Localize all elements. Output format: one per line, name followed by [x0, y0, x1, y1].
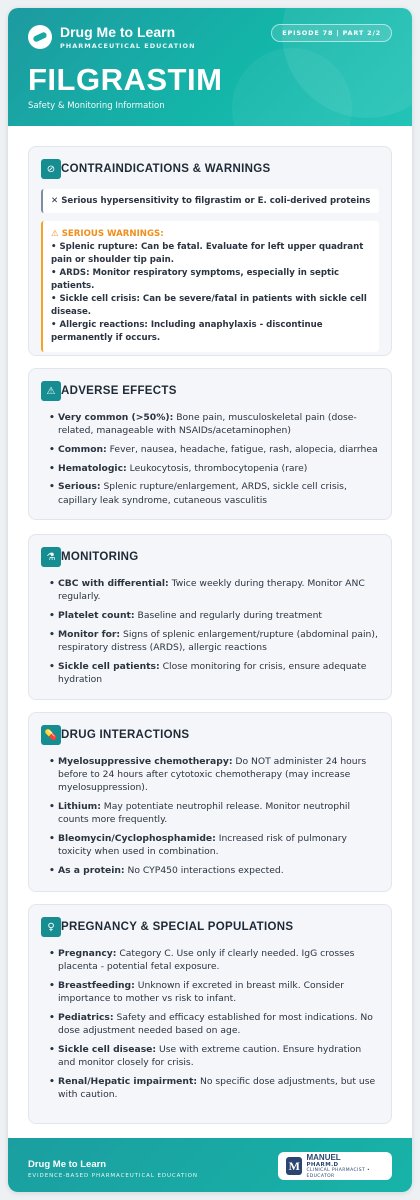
list-item: • Renal/Hepatic impairment: No specific dose adjustments, but use with caution. [49, 1075, 379, 1101]
page-subtitle: Safety & Monitoring Information [28, 101, 165, 111]
header-banner [8, 8, 412, 126]
warning-item: • ARDS: Monitor respiratory symptoms, especially in septic patients. [51, 268, 340, 291]
episode-badge: EPISODE 78 | PART 2/2 [271, 24, 392, 42]
author-logo-icon: M [286, 1157, 302, 1175]
section-title: MONITORING [61, 551, 139, 563]
footer-brand-name: Drug Me to Learn [28, 1159, 107, 1170]
list-item: • Lithium: May potentiate neutrophil release. Monitor neutrophil counts more frequently. [49, 800, 379, 826]
contraindications-section [28, 146, 392, 356]
list-item: • Pregnancy: Category C. Use only if clearly needed. IgG crosses placenta - potential fetal exposure. [49, 947, 379, 973]
adverse-effects-section [28, 368, 392, 520]
page-title: FILGRASTIM [28, 62, 223, 97]
author-badge [278, 1152, 392, 1180]
warning-item: • Allergic reactions: Including anaphylaxis - discontinue permanently if occurs. [51, 320, 323, 343]
list-item: • Very common (>50%): Bone pain, musculoskeletal pain (dose-related, manageable with NSAIDs/acetaminophen) [49, 411, 379, 437]
list-item: • Myelosuppressive chemotherapy: Do NOT administer 24 hours before to 24 hours after cytotoxic chemotherapy (may increase myelosuppression). [49, 755, 379, 795]
list-item: • Common: Fever, nausea, headache, fatigue, rash, alopecia, diarrhea [49, 443, 379, 456]
footer [8, 1138, 412, 1192]
author-credentials: CLINICAL PHARMACIST • EDUCATOR [306, 1167, 371, 1179]
drug-interactions-section [28, 712, 392, 892]
list-item: • Serious: Splenic rupture/enlargement, ARDS, sickle cell crisis, capillary leak syndrome, cutaneous vasculitis [49, 480, 379, 506]
microscope-icon: ⚗ [41, 547, 61, 567]
footer-tagline: EVIDENCE-BASED PHARMACEUTICAL EDUCATION [28, 1173, 198, 1179]
pills-icon: 💊 [41, 725, 61, 745]
list-item: • Bleomycin/Cyclophosphamide: Increased risk of pulmonary toxicity when used in combination. [49, 832, 379, 858]
list-item: • Hematologic: Leukocytosis, thrombocytopenia (rare) [49, 462, 379, 475]
brand [28, 24, 196, 50]
list-item: • As a protein: No CYP450 interactions expected. [49, 864, 379, 877]
pregnancy-section [28, 904, 392, 1124]
brand-subtitle: PHARMACEUTICAL EDUCATION [60, 42, 196, 50]
list-item: • CBC with differential: Twice weekly during therapy. Monitor ANC regularly. [49, 577, 379, 603]
list-item: • Sickle cell disease: Use with extreme caution. Ensure hydration and monitor closely for crisis. [49, 1043, 379, 1069]
serious-warnings-box [41, 221, 379, 352]
list-item: • Breastfeeding: Unknown if excreted in breast milk. Consider importance to mother vs risk to infant. [49, 979, 379, 1005]
list-item: • Sickle cell patients: Close monitoring for crisis, ensure adequate hydration [49, 660, 379, 686]
pill-logo-icon [28, 25, 52, 49]
list-item: • Monitor for: Signs of splenic enlargement/rupture (abdominal pain), respiratory distress (ARDS), allergic reactions [49, 628, 379, 654]
section-title: ADVERSE EFFECTS [61, 385, 177, 397]
list-item: • Platelet count: Baseline and regularly during treatment [49, 609, 379, 622]
warning-title: ⚠ SERIOUS WARNINGS: [51, 229, 164, 239]
warning-item: • Sickle cell crisis: Can be severe/fatal in patients with sickle cell disease. [51, 294, 367, 317]
brand-name: Drug Me to Learn [60, 24, 176, 40]
warning-item: • Splenic rupture: Can be fatal. Evaluate for left upper quadrant pain or shoulder tip pain. [51, 242, 364, 265]
author-degree: PHARM.D [306, 1161, 339, 1168]
author-name: MANUEL [306, 1152, 341, 1162]
section-title: CONTRAINDICATIONS & WARNINGS [61, 163, 271, 175]
pregnant-woman-icon: ♀ [41, 917, 61, 937]
warning-triangle-icon: ⚠ [41, 381, 61, 401]
monitoring-section [28, 534, 392, 700]
infographic-card [8, 8, 412, 1192]
list-item: • Pediatrics: Safety and efficacy established for most indications. No dose adjustment needed based on age. [49, 1011, 379, 1037]
contraindication-box: ✕ Serious hypersensitivity to filgrastim or E. coli-derived proteins [41, 189, 379, 213]
section-title: DRUG INTERACTIONS [61, 729, 190, 741]
prohibited-icon: ⊘ [41, 159, 61, 179]
section-title: PREGNANCY & SPECIAL POPULATIONS [61, 921, 294, 933]
